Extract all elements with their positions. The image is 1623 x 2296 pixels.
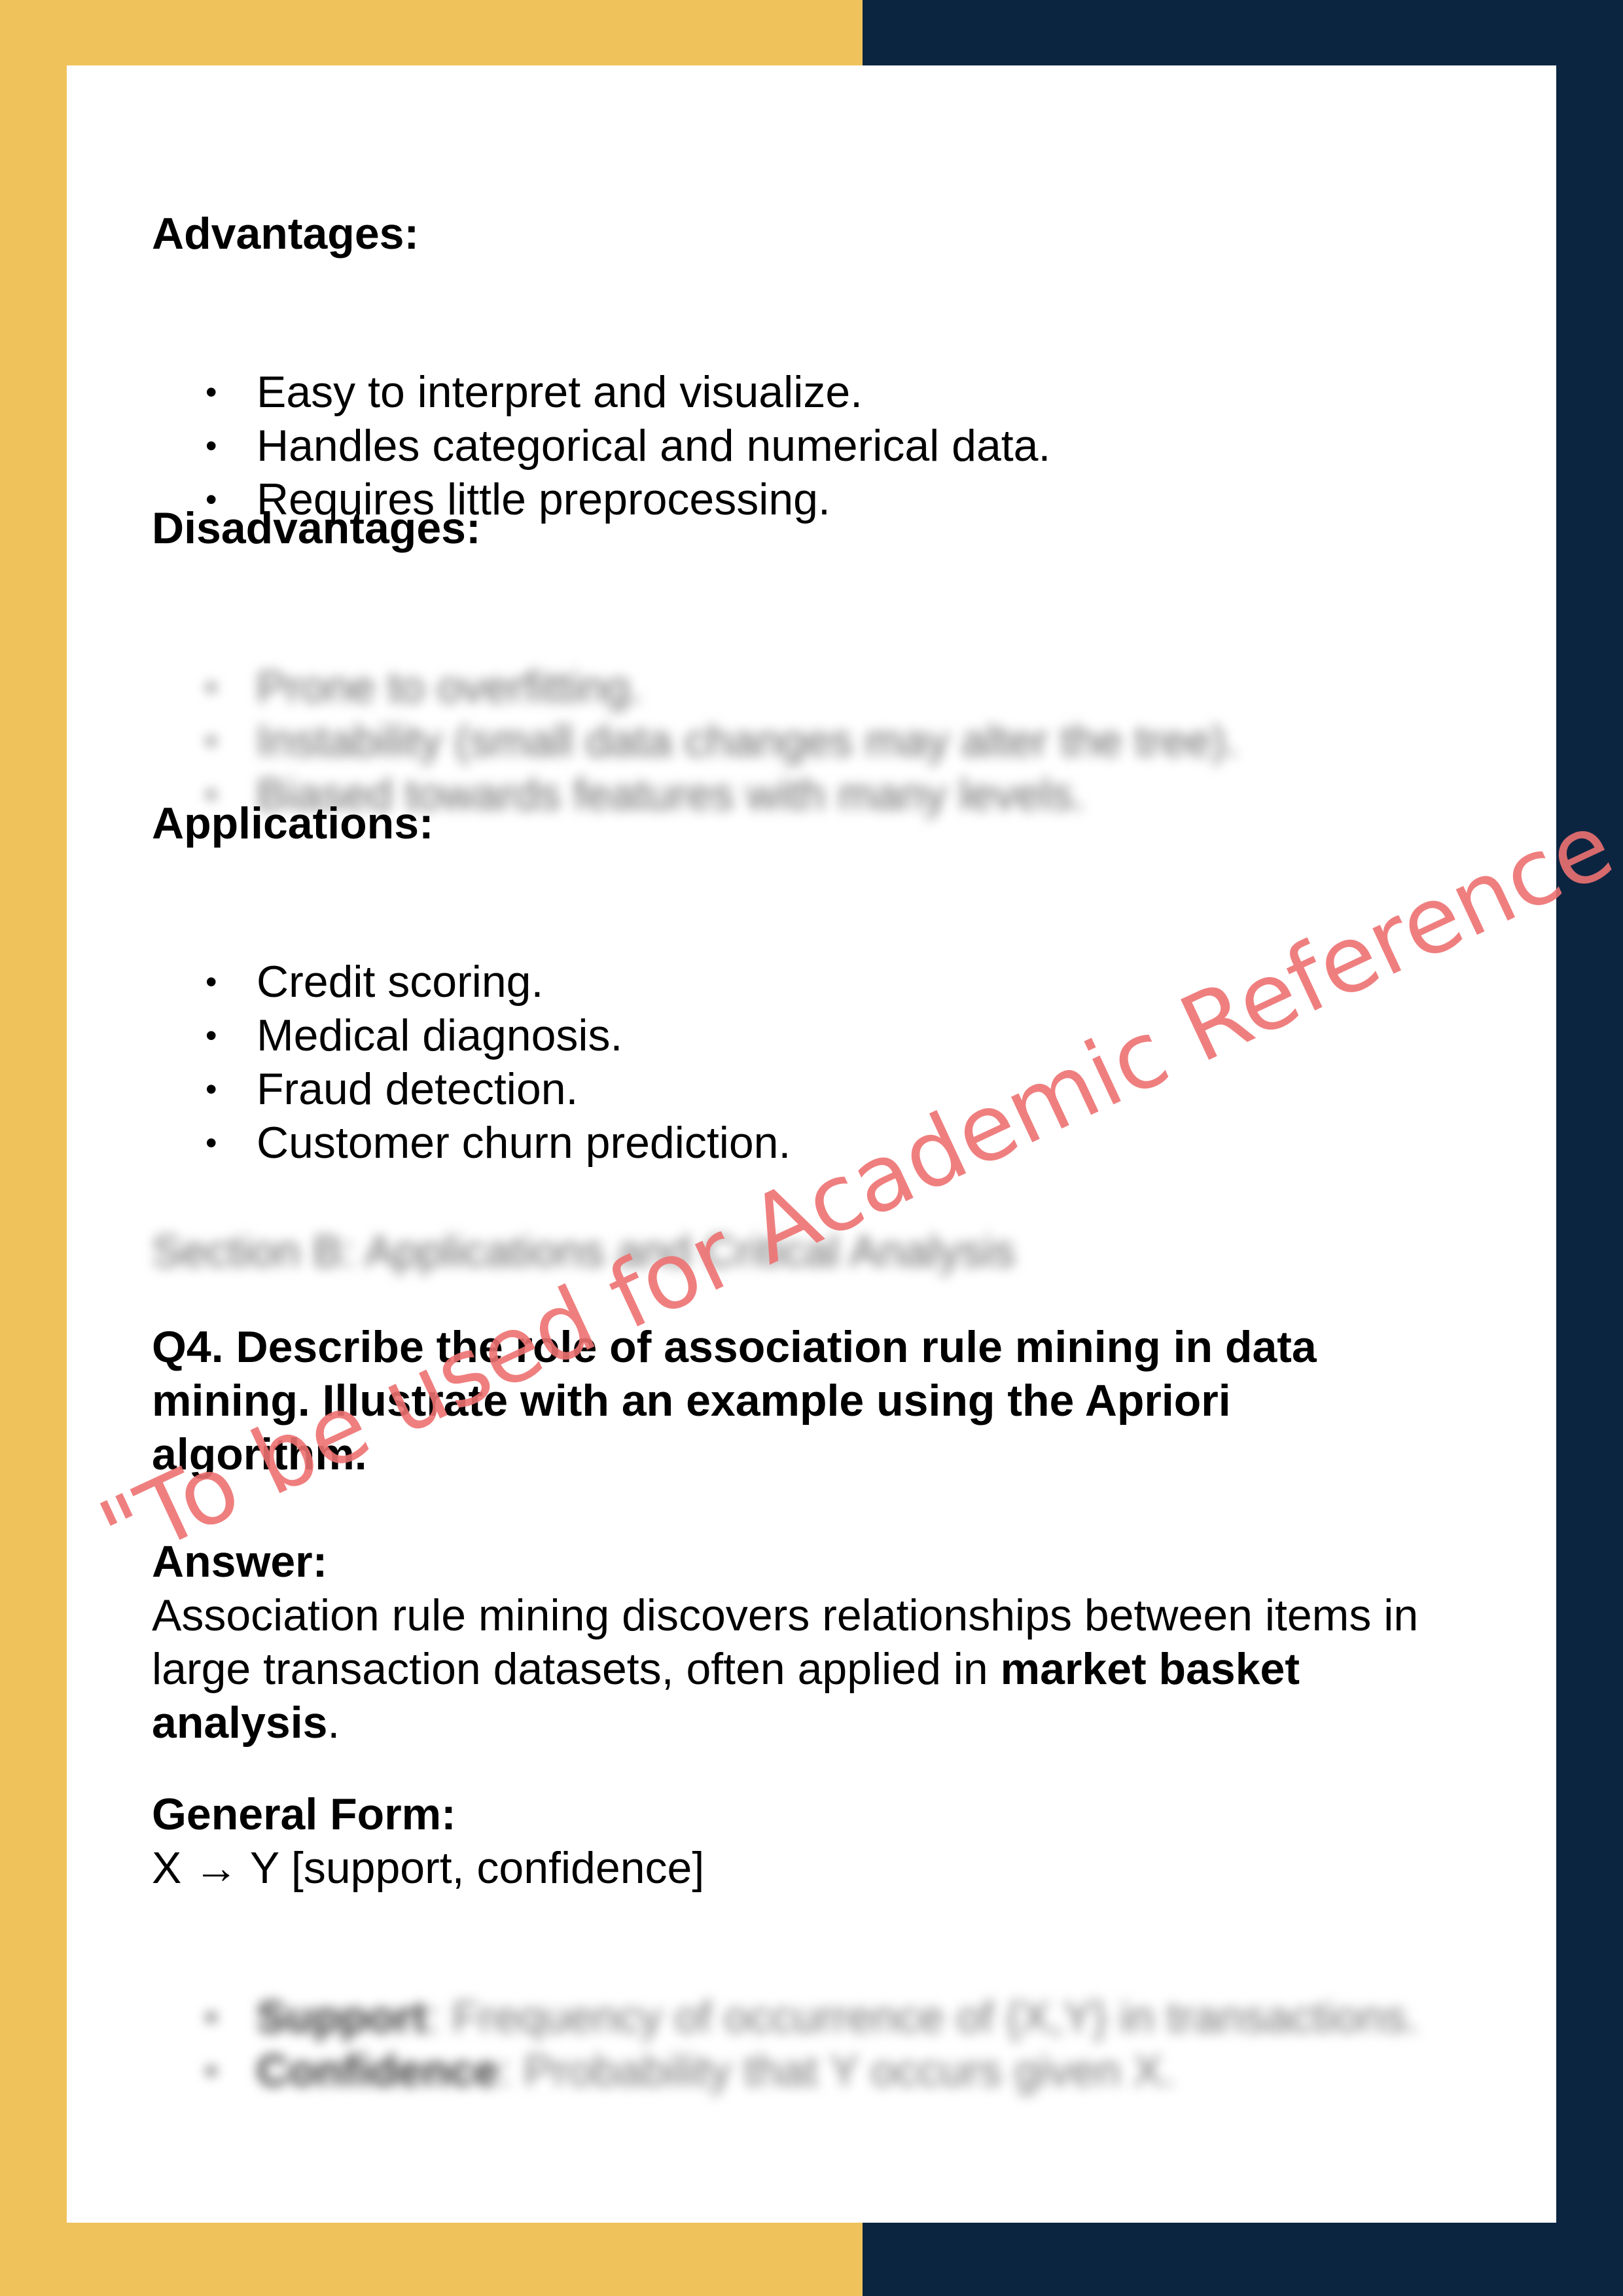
list-item: • Fraud detection.	[152, 1062, 791, 1116]
answer-label: Answer:	[152, 1537, 328, 1587]
q4-question	[152, 1320, 1317, 1481]
list-item: • Handles categorical and numerical data.	[152, 419, 1050, 473]
list-item: • Medical diagnosis.	[152, 1009, 791, 1062]
list-item: • Requires little preprocessing.	[152, 473, 1050, 526]
bold-term: analysis	[152, 1698, 328, 1748]
question-line: Q4. Describe the role of association rule mining in data	[152, 1322, 1317, 1372]
document-page	[67, 65, 1556, 2223]
term-description: : Probability that Y occurs given X.	[499, 2046, 1175, 2096]
answer-text-segment: large transaction datasets, often applied in	[152, 1644, 1001, 1694]
bold-term: market basket	[1000, 1644, 1300, 1694]
answer-text-segment: .	[327, 1698, 340, 1748]
list-item: • Customer churn prediction.	[152, 1116, 791, 1170]
list-item: • Easy to interpret and visualize.	[152, 365, 1050, 419]
list-item: • Prone to overfitting.	[152, 660, 1238, 714]
answer-line: Association rule mining discovers relationships between items in	[152, 1590, 1419, 1640]
general-form-label: General Form:	[152, 1789, 456, 1839]
section-b-heading: Section B: Applications and Critical Analysis	[152, 1227, 1016, 1276]
general-form-list	[152, 1990, 1419, 2098]
advantages-heading: Advantages:	[152, 209, 419, 259]
term: Support	[257, 1992, 427, 2042]
term: Confidence	[257, 2046, 499, 2096]
answer-line	[152, 1642, 1418, 1696]
applications-list	[152, 955, 791, 1170]
answer-line	[152, 1696, 1418, 1749]
answer-text	[152, 1588, 1418, 1749]
question-line: mining. Illustrate with an example using the Apriori	[152, 1376, 1231, 1426]
list-item: • Biased towards features with many levels.	[152, 768, 1238, 821]
applications-heading: Applications:	[152, 798, 434, 848]
list-item: • Instability (small data changes may alter the tree).	[152, 714, 1238, 768]
question-line: algorithm.	[152, 1429, 367, 1479]
list-item: • Credit scoring.	[152, 955, 791, 1009]
disadvantages-heading: Disadvantages:	[152, 503, 481, 553]
list-item	[152, 1990, 1419, 2044]
term-description: : Frequency of occurrence of {X,Y} in transactions.	[427, 1992, 1419, 2042]
academic-watermark: "To be used for Academic Reference	[84, 792, 1623, 1588]
list-item	[152, 2044, 1419, 2098]
general-form-formula: X → Y [support, confidence]	[152, 1843, 705, 1893]
